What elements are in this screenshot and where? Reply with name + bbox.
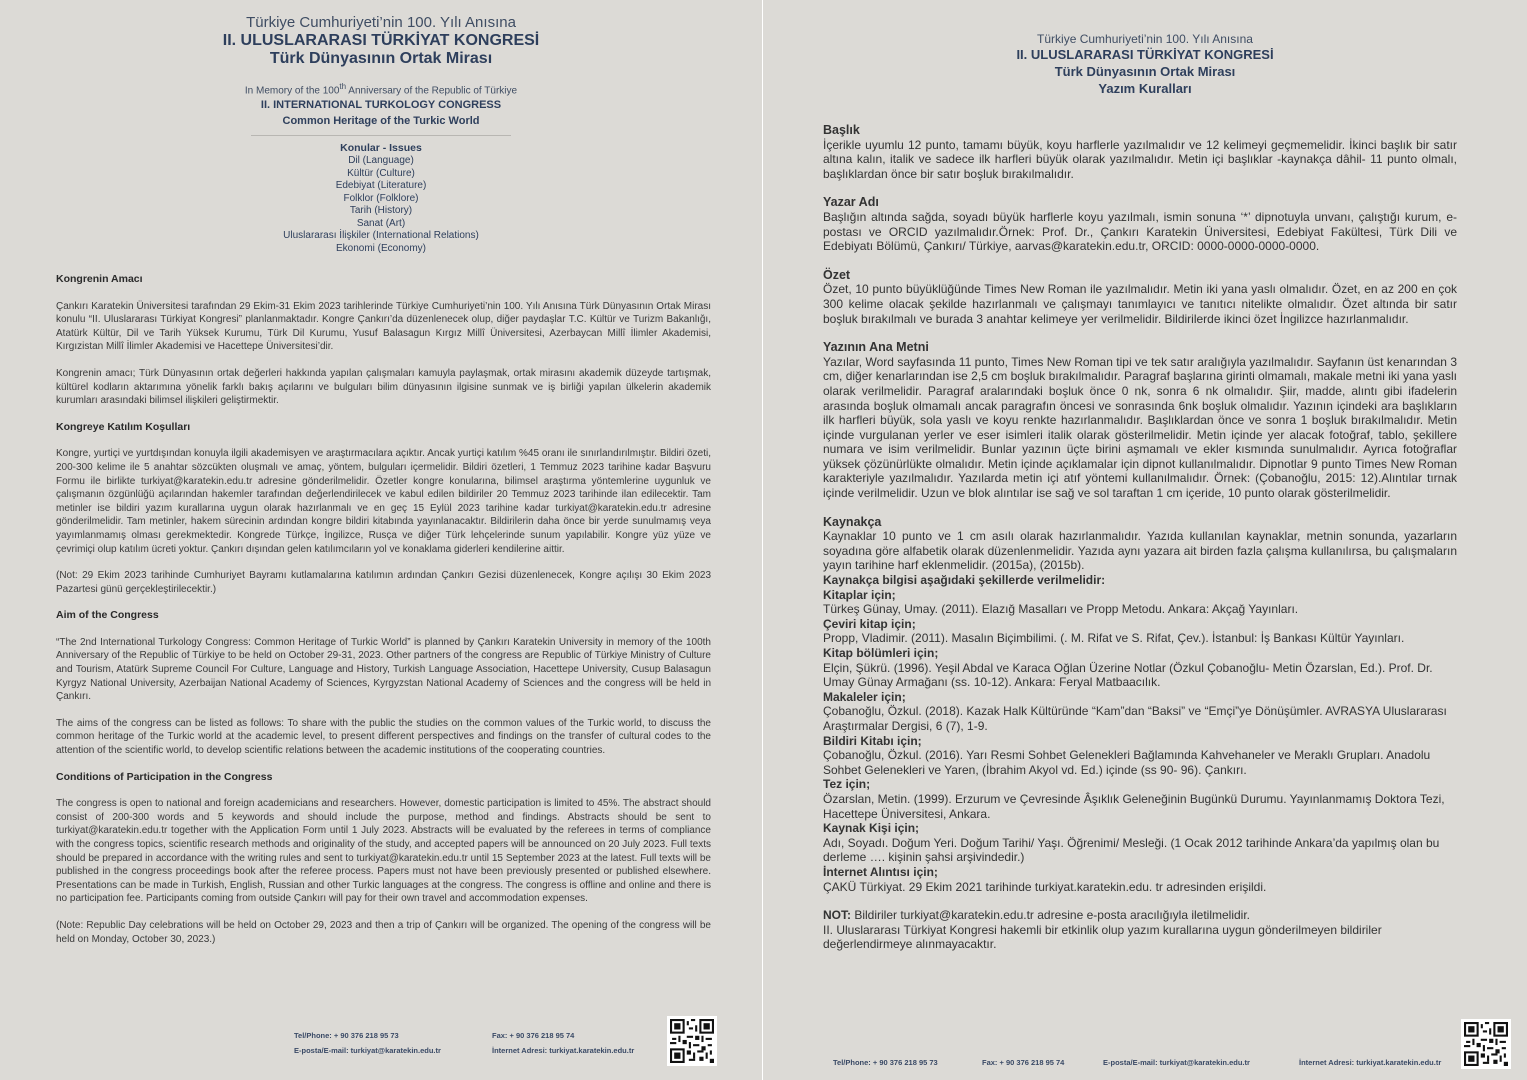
right-header-writing-rules: Yazım Kuralları [1098, 81, 1192, 96]
header-subtitle-tr: Türk Dünyasının Ortak Mirası [269, 50, 493, 67]
contact-phone: Tel/Phone: + 90 376 218 95 73 [833, 1058, 938, 1067]
section-ozet [823, 268, 1457, 326]
reference-label: İnternet Alıntısı için; [823, 864, 938, 879]
reference-label: Bildiri Kitabı için; [823, 733, 922, 748]
note-text-1: Bildiriler turkiyat@karatekin.edu.tr adresine e-posta aracılığıyla iletilmelidir. [851, 908, 1251, 923]
section-title-aim-tr: Kongrenin Amacı [56, 273, 143, 285]
section-title-aim-en: Aim of the Congress [56, 609, 159, 622]
reference-example: ÇAKÜ Türkiyat. 29 Ekim 2021 tarihinde turkiyat.karatekin.edu. tr adresinden erişildi. [823, 879, 1267, 894]
topics-title: Konular - Issues [340, 142, 422, 155]
reference-example: Türkeş Günay, Umay. (2011). Elazığ Masalları ve Propp Metodu. Ankara: Akçağ Yayınları. [823, 602, 1299, 617]
reference-label: Makaleler için; [823, 689, 906, 704]
qr-code-graphic [670, 1019, 714, 1063]
right-page [762, 0, 1527, 1080]
section-title: Başlık [823, 123, 860, 137]
contact-email[interactable]: E-posta/E-mail: turkiyat@karatekin.edu.tr [1103, 1058, 1250, 1067]
topic-item: Sanat (Art) [356, 217, 406, 229]
header-subtitle-en: Common Heritage of the Turkic World [282, 115, 480, 128]
topic-item: Ekonomi (Economy) [335, 243, 427, 255]
contact-fax: Fax: + 90 376 218 95 74 [982, 1058, 1065, 1067]
reference-label: Tez için; [823, 777, 871, 792]
qr-code-icon[interactable] [667, 1016, 717, 1066]
left-page [0, 0, 762, 1080]
qr-code-icon[interactable] [1461, 1019, 1511, 1069]
reference-example: Özarslan, Metin. (1999). Erzurum ve Çevresinde Âşıklık Geleneğinin Bugünkü Durumu. Yayınlanmamış Doktora Tezi, Hacettepe Üniversitesi, Ankara. [823, 791, 1445, 821]
topic-item: Kültür (Culture) [347, 167, 415, 179]
paragraph-aim-en-2: The aims of the congress can be listed as follows: To share with the public the studies on the common values of the Turkic world, to discuss the common heritage of the Turkic world at the academic level, to present different perspectives and findings on the transfer of cultural codes to the attention of the scientific world, to develop scientific relations between the academic institutions of the cooperating countries. [56, 717, 711, 757]
paragraph-conditions-tr: Kongre, yurtiçi ve yurtdışından konuyla ilgili akademisyen ve araştırmacılara açıktır. Ancak yurtiçi katılım %45 oranı ile sınırlandırılmıştır. Bildiri özeti, 200-300 kelime ile 5 anahtar sözcükten oluşmalı ve amaç, yöntem, bulguları içermelidir. Bildiri özetleri, 1 Temmuz 2023 tarihine kadar Başvuru Formu ile birlikte turkiyat@karatekin.edu.tr adresine gönderilmelidir. Özetler kongre konularına, bilimsel araştırma yöntemlerine uygunluk ve çalışmanın özgünlüğü açılarından hakemler tarafından değerlendirilecek ve kabul edilen bildiriler 20 Temmuz 2023 tarihinde ilan edilecektir. Tam metinler ise bildiri yazım kurallarına uygun olarak hazırlanmalı ve en geç 15 Eylül 2023 tarihine kadar turkiyat@karatekin.edu.tr adresine gönderilmelidir. Tam metinler, hakem sürecinin ardından kongre bildiri kitabında yayınlanacaktır. Bildirilerin daha önce bir yerde sunulmamış veya yayımlanmamış olması gerekmektedir. Kongrede Türkçe, İngilizce, Rusça ve diğer Türk lehçelerinde sunum yapılabilir. Kongre yüz yüze ve çevrimiçi olup katılım ücreti yoktur. Çankırı dışından gelen katılımcıların yol ve konaklama giderleri kendilerine aittir. [56, 448, 711, 555]
topic-item: Tarih (History) [349, 205, 413, 217]
left-header [0, 14, 762, 256]
right-body [823, 123, 1457, 952]
reference-example: Çobanoğlu, Özkul. (2018). Kazak Halk Kültüründe “Kam”dan “Baksi” ve “Emçi”ye Dönüşümler. AVRASYA Uluslararası Araştırmalar Dergisi, 6 (7), 1-9. [823, 704, 1447, 733]
section-title-conditions-en: Conditions of Participation in the Congress [56, 770, 273, 783]
right-header-subtitle: Türk Dünyasının Ortak Mirası [1054, 64, 1236, 79]
section-title-conditions-tr: Kongreye Katılım Koşulları [56, 420, 191, 433]
note-line-1 [823, 908, 1457, 923]
reference-label: Çeviri kitap için; [823, 616, 916, 631]
paragraph-aim-tr-2: Kongrenin amacı; Türk Dünyasının ortak değerleri hakkında yapılan çalışmaları kamuyla paylaşmak, ortak mirasını akademik düzeyde tartışmak, kültürel kodların aktarımına yönelik farklı bakış açılarını ve bulguları bilim dünyasının ilgisine sunmak ve iş birliği yapılan ülkelerin akademik kurumları arasındaki bilimsel ilişkileri geliştirmektir. [56, 367, 711, 407]
section-kaynakca [823, 515, 1457, 894]
right-header-congress-title: II. ULUSLARARASI TÜRKİYAT KONGRESİ [1016, 47, 1274, 62]
paragraph-aim-tr-1: Çankırı Karatekin Üniversitesi tarafından 29 Ekim-31 Ekim 2023 tarihlerinde Türkiye Cumhuriyeti’nin 100. Yılı Anısına Türk Dünyasının Ortak Mirası konulu “II. Uluslararası Türkiyat Kongresi” planlanmaktadır. Kongre Çankırı’da düzenlenecek olup, diğer paydaşlar T.C. Kültür ve Turizm Bakanlığı, Atatürk Kültür, Dil ve Tarih Yüksek Kurumu, Türk Dil Kurumu, Yusuf Balasagun Kırgız Millî Üniversitesi, Azerbaycan Millî İlimler Akademisi, Kırgızistan Millî İlimler Akademisi ve Hacettepe Üniversitesi’dir. [56, 300, 711, 353]
paragraph-conditions-en: The congress is open to national and foreign academicians and researchers. However, domestic participation is limited to 45%. The abstract should consist of 200-300 words and 5 keywords and should include the purpose, method and findings. Abstracts should be sent to turkiyat@karatekin.edu.tr together with the Application Form until 1 July 2023. Abstracts will be evaluated by the referees in terms of compliance with the congress topics, scientific research methods and originality of the study, and accepted papers will be announced on 20 July 2023. Full texts should be prepared in accordance with the writing rules and sent to turkiyat@karatekin.edu.tr until 15 September 2023 at the latest. Full texts will be published in the congress proceedings book after the referee process. Papers must not have been previously presented or published elsewhere. Presentations can be made in Turkish, English, Russian and other Turkic languages at the congress. The congress is offline and online and there is no participation fee. Participants coming from outside Çankırı will pay for their own travel and accommodation expenses. [56, 798, 711, 905]
right-header-memory: Türkiye Cumhuriyeti’nin 100. Yılı Anısına [1037, 32, 1253, 46]
section-title: Yazar Adı [823, 195, 879, 210]
reference-example: Elçin, Şükrü. (1996). Yeşil Abdal ve Karaca Oğlan Üzerine Notlar (Özkul Çobanoğlu- Metin Özarslan, Ed.). Prof. Dr. Umay Günay Armağanı (ss. 10-12). Ankara: Feryal Matbaacılık. [823, 660, 1433, 690]
contact-website[interactable]: İnternet Adresi: turkiyat.karatekin.edu.tr [1299, 1058, 1442, 1067]
contact-email[interactable]: E-posta/E-mail: turkiyat@karatekin.edu.tr [294, 1046, 441, 1055]
section-baslik [823, 123, 1457, 181]
section-text: Başlığın altında sağda, soyadı büyük harflerle koyu yazılmalı, ismin sonuna ‘*’ dipnotuyla unvanı, çalıştığı kurum, e-postası ve ORCID yazılmalıdır.Örnek: Prof. Dr., Çankırı Karatekin Üniversitesi, Edebiyat Fakültesi, Türk Dili ve Edebiyatı Bölümü, Çankırı/ Türkiye, aarvas@karatekin.edu.tr, ORCID: 0000-0000-0000-0000. [823, 209, 1457, 254]
section-title: Yazının Ana Metni [823, 340, 929, 355]
section-title: Kaynakça [823, 514, 882, 529]
section-text: Yazılar, Word sayfasında 11 punto, Times New Roman tipi ve tek satır aralığıyla yazılmalıdır. Sayfanın üst kenarından 3 cm, diğer kenarlarından ise 2,5 cm boşluk bırakılmalıdır. Paragraf başlarına girinti olmamalı, makale metni iki yana yaslı olarak verilmelidir. Paragraf aralarındaki boşluk önce 0 nk, sonra 6 nk olmalıdır. Şiir, madde, alıntı gibi ifadelerin arasında boşluk olmamalı ancak paragrafın öncesi ve sonrasında 6nk boşluk olmalıdır. Yazının içindeki ara başlıkların ilk harfleri büyük, sola yaslı ve koyu renkte hazırlanmalıdır. Başlıklardan önce ve sonra 1 boşluk bırakılmalıdır. Metin içinde vurgulanan yerler ve eser isimleri italik olarak gösterilmelidir. Metin içinde yer alacak fotoğraf, tablo, şekillere numara ve isim verilmelidir. Bunlar yazının üçte birini aşmamalı ve ekler kısmında sunulmalıdır. Ayrıca fotoğraflar yüksek çözünürlükte olmalıdır. Metin içinde açıklamalar için dipnot kullanılmalıdır. Dipnotlar 9 punto Times New Roman karakteriyle yazılmalıdır. Yazılarda metin içi atıf yöntemi kullanılmalıdır. Örnek: (Çobanoğlu, 2015: 12).Alıntılar tırnak içinde verilmelidir. Uzun ve blok alıntılar ise sağ ve sol taraftan 1 cm içeride, 10 punto olarak gösterilmelidir. [823, 354, 1457, 501]
note-text-2: II. Uluslararası Türkiyat Kongresi hakemli bir etkinlik olup yazım kurallarına uygun gönderilmeyen bildiriler değerlendirmeye alınmayacaktır. [823, 922, 1382, 952]
header-congress-title-en: II. INTERNATIONAL TURKOLOGY CONGRESS [260, 99, 502, 112]
reference-example: Propp, Vladimir. (2011). Masalın Biçimbilimi. (. M. Rifat ve S. Rifat, Çev.). İstanbul: İş Bankası Kültür Yayınları. [823, 631, 1405, 646]
header-memory-tr: Türkiye Cumhuriyeti’nin 100. Yılı Anısına [246, 14, 516, 31]
note-tr: (Not: 29 Ekim 2023 tarihinde Cumhuriyet Bayramı kutlamalarına katılımın ardından Çankırı Gezisi düzenlenecek, Kongre açılışı 30 Ekim 2023 Pazartesi günü gerçekleştirilecektir.) [56, 570, 711, 595]
note-en: (Note: Republic Day celebrations will be held on October 29, 2023 and then a trip of Çankırı will be organized. The opening of the congress will be held on Monday, October 30, 2023.) [56, 919, 711, 945]
reference-label: Kaynak Kişi için; [823, 821, 920, 836]
section-text: Kaynaklar 10 punto ve 1 cm asılı olarak hazırlanmalıdır. Yazıda kullanılan kaynaklar, metnin sonunda, yazarların soyadına göre alfabetik olarak düzenlenmelidir. Yazıda aynı yazara ait birden fazla çalışma kullanılırsa, bu çalışmaların yayın tarihine harf eklenmelidir. (2015a), (2015b). [823, 529, 1457, 573]
left-body [56, 273, 711, 959]
paragraph-aim-en-1: “The 2nd International Turkology Congress: Common Heritage of Turkic World” is planned by Çankırı Karatekin University in memory of the 100th Anniversary of the Republic of Türkiye to be held on October 29-31, 2023. Other partners of the congress are Republic of Türkiye Ministry of Culture and Tourism, Atatürk Supreme Council For Culture, Language and History, Turkish Language Association, Hacettepe University, Cusup Balasagun Kyrgyz National University, Azerbaijan National Academy of Sciences, Kyrgyzstan National Academy of Sciences and the congress will be held in Çankırı. [56, 636, 711, 703]
reference-label: Kitap bölümleri için; [823, 646, 939, 660]
section-text: Özet, 10 punto büyüklüğünde Times New Roman ile yazılmalıdır. Metin iki yana yaslı olmalıdır. Özet, en az 200 en çok 300 kelime olacak şekilde hazırlanmalı ve çalışmayı tanımlayıcı ve tanıtıcı nitelikte olmalıdır. Özet altında bir satır boşluk bırakılmalı ve burada 3 anahtar kelimeye yer verilmelidir. Bildirilerde ikinci özet İngilizce hazırlanmalıdır. [823, 282, 1457, 326]
contact-website[interactable]: İnternet Adresi: turkiyat.karatekin.edu.tr [492, 1046, 635, 1055]
qr-code-graphic [1464, 1022, 1508, 1066]
contact-phone: Tel/Phone: + 90 376 218 95 73 [294, 1031, 399, 1040]
section-yazar-adi [823, 195, 1457, 253]
references-lead: Kaynakça bilgisi aşağıdaki şekillerde verilmelidir: [823, 573, 1106, 588]
note-block [823, 908, 1457, 952]
section-ana-metin [823, 340, 1457, 501]
topics-list [0, 142, 762, 255]
header-divider [251, 135, 511, 136]
reference-example: Adı, Soyadı. Doğum Yeri. Doğum Tarihi/ Yaşı. Öğrenimi/ Mesleği. (1 Ocak 2012 tarihinde Ankara’da yapılmış olan bu derleme …. kişinin şahsi arşivindedir.) [823, 835, 1440, 865]
topic-item: Uluslararası İlişkiler (International Relations) [283, 230, 479, 242]
reference-example: Çobanoğlu, Özkul. (2016). Yarı Resmi Sohbet Gelenekleri Bağlamında Kahvehaneler ve Meraklı Grupları. Anadolu Sohbet Gelenekleri ve Yaren, (İbrahim Akyol vd. Ed.) içinde (ss 90- 96). Çankırı. [823, 748, 1431, 777]
topic-item: Edebiyat (Literature) [335, 180, 427, 192]
note-label: NOT: [823, 908, 851, 923]
contact-fax: Fax: + 90 376 218 95 74 [492, 1031, 575, 1040]
reference-label: Kitaplar için; [823, 587, 896, 602]
topic-item: Dil (Language) [348, 154, 414, 166]
header-congress-title-tr: II. ULUSLARARASI TÜRKİYAT KONGRESİ [222, 32, 540, 49]
section-title: Özet [823, 267, 851, 282]
header-memory-en: In Memory of the 100th Anniversary of the Republic of Türkiye [244, 82, 518, 97]
right-header [763, 32, 1527, 97]
topic-item: Folklor (Folklore) [343, 192, 419, 204]
section-text: İçerikle uyumlu 12 punto, tamamı büyük, koyu harflerle yazılmalıdır ve 12 kelimeyi geçmemelidir. İkinci başlık bir satır altına kalın, italik ve sadece ilk harfleri büyük olarak yazılmalıdır. Metin içi başlıklar -kaynakça dâhil- 11 punto olmalı, başlıklardan önce bir satır boşluk bırakılmalıdır. [823, 137, 1457, 181]
